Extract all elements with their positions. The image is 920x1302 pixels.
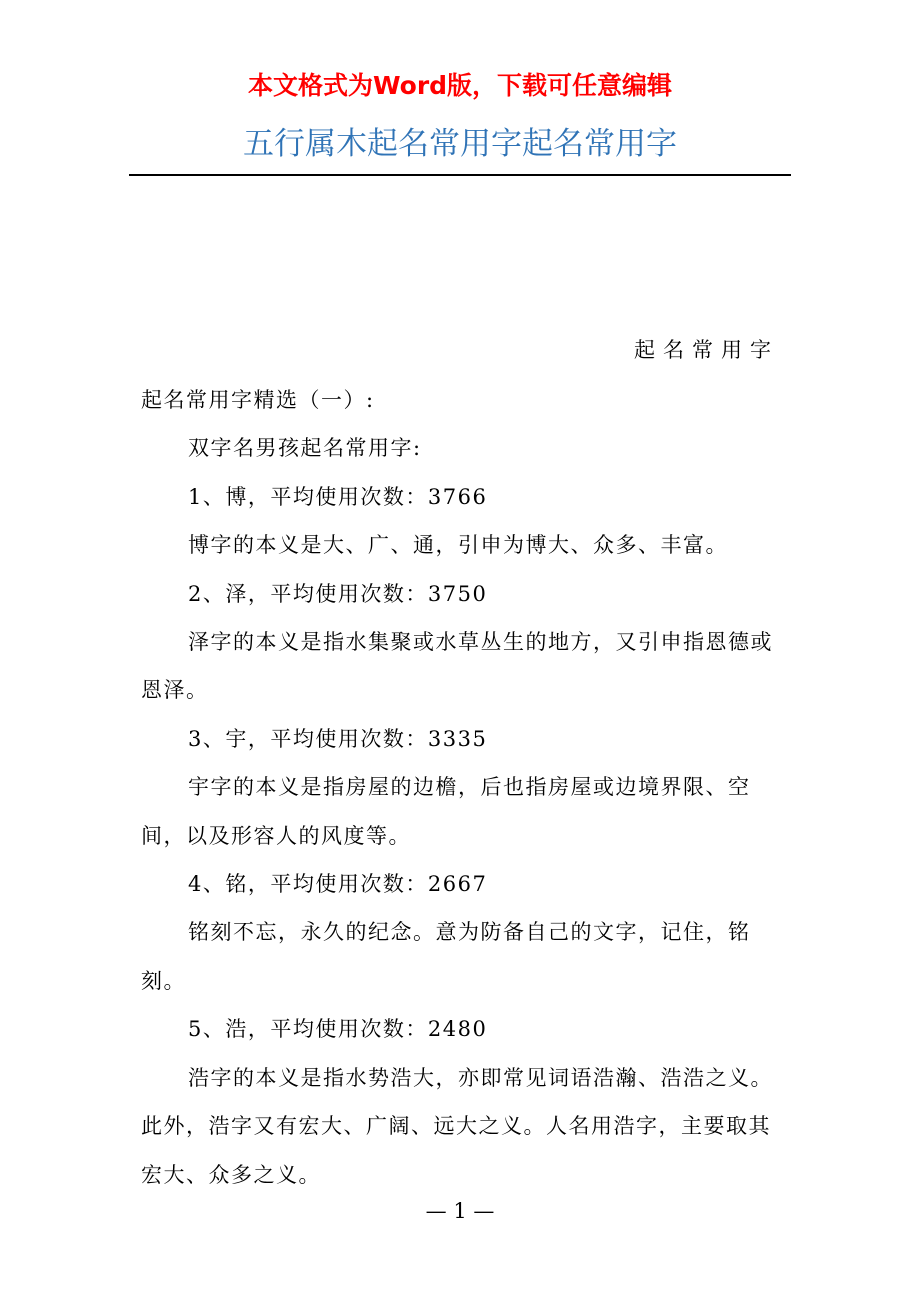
list-item-title: 4、铭，平均使用次数：2667	[188, 872, 488, 897]
list-item-title: 5、浩，平均使用次数：2480	[188, 1017, 488, 1042]
list-item-description: 铭刻不忘，永久的纪念。意为防备自己的文字，记住，铭刻。	[141, 920, 751, 993]
page-number: — 1 —	[425, 1199, 495, 1223]
list-item-description: 泽字的本义是指水集聚或水草丛生的地方，又引申指恩德或恩泽。	[141, 630, 773, 703]
section-subtitle: 起名常用字	[634, 338, 779, 362]
document-body	[141, 376, 781, 1199]
list-item-title: 3、宇，平均使用次数：3335	[188, 726, 488, 751]
format-notice: 本文格式为Word版，下载可任意编辑	[247, 71, 673, 100]
list-item-description: 博字的本义是大、广、通，引申为博大、众多、丰富。	[188, 533, 728, 558]
document-title: 五行属木起名常用字起名常用字	[243, 126, 677, 162]
list-item-title: 2、泽，平均使用次数：3750	[188, 581, 488, 606]
list-heading: 双字名男孩起名常用字:	[188, 436, 422, 461]
list-item-title: 1、博，平均使用次数：3766	[188, 484, 488, 509]
title-divider	[129, 174, 791, 176]
list-item-description: 浩字的本义是指水势浩大，亦即常见词语浩瀚、浩浩之义。此外，浩字又有宏大、广阔、远大之义。人名用浩字，主要取其宏大、众多之义。	[141, 1065, 773, 1187]
list-item-description: 宇字的本义是指房屋的边檐，后也指房屋或边境界限、空间，以及形容人的风度等。	[141, 775, 751, 848]
section-heading: 起名常用字精选（一）:	[141, 388, 375, 412]
